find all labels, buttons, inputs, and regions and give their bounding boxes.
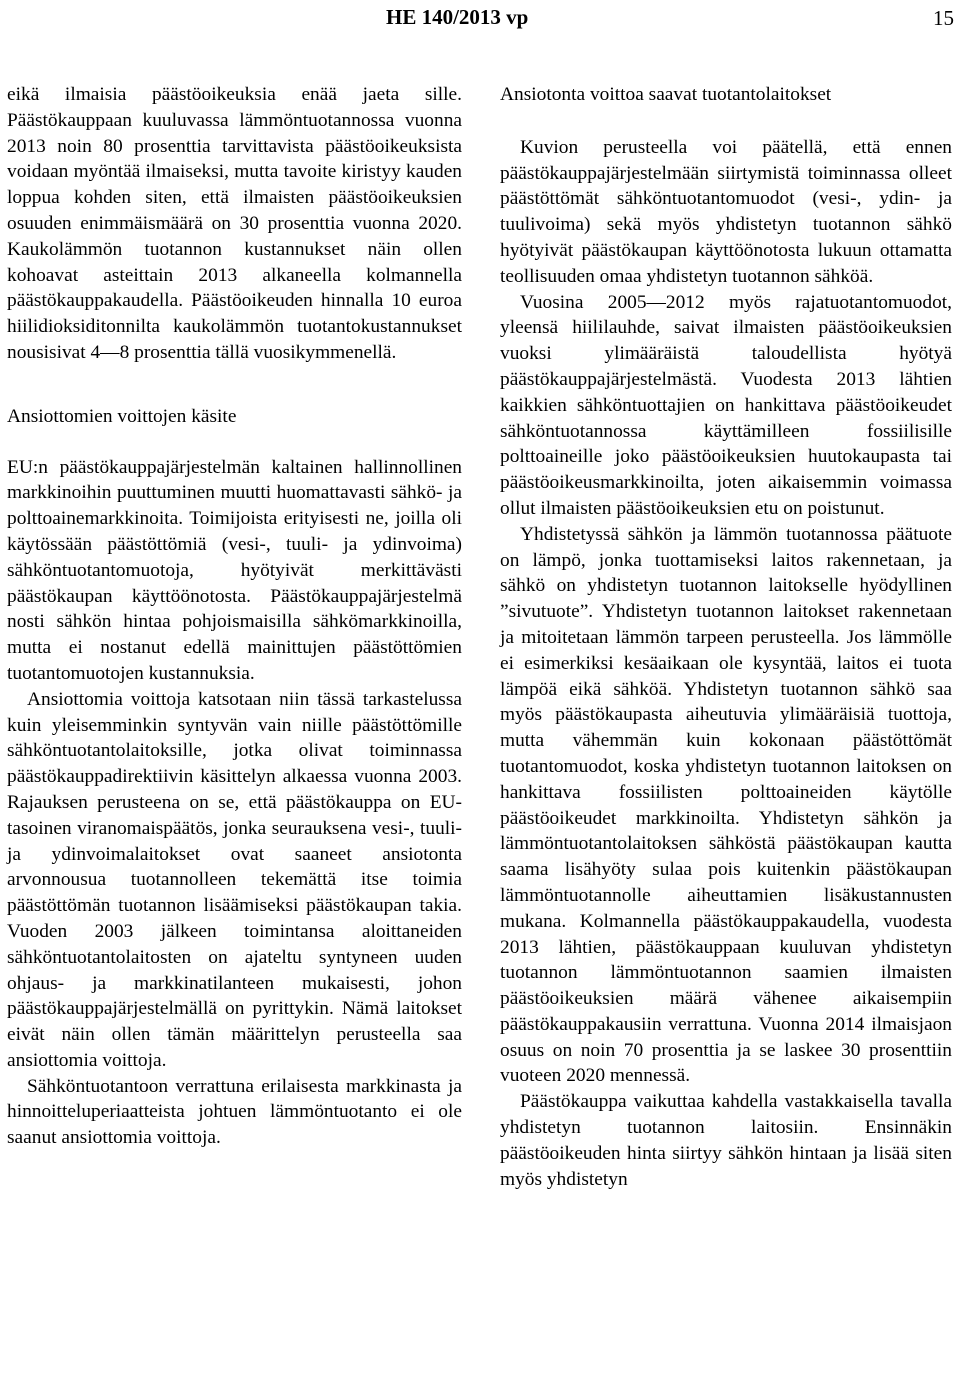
paragraph-windfall-definition: Ansiottomia voittoja katsotaan niin tässä tarkastelussa kuin yleisemminkin syntyvän vain niille päästöttömille sähköntuotantolaitoksille, jotka olivat toiminnassa päästökauppadirektiivin käsittelyn alkaessa vuonna 2003. Rajauksen perusteena on se, että päästökauppa on EU-tasoinen viranomaispäätös, jonka seurauksena vesi-, tuuli- ja ydinvoimalaitokset ovat saaneet ansiotonta arvonnousua tuotannolleen tekemättä itse toimia päästöttömän tuotannon lisäämiseksi päästökaupan takia. Vuoden 2003 jälkeen toimintansa aloittaneiden sähköntuotantolaitosten on ajateltu syntyneen uuden ohjaus- ja markkinatilanteen mukaisesti, johon päästökauppajärjestelmällä on pyrittykin. Nämä laitokset eivät näin ollen tämän määrittelyn perusteella saa ansiottomia voittoja.	[7, 688, 462, 1071]
right-column	[500, 82, 952, 1192]
left-column	[7, 82, 462, 1151]
paragraph-marginal-production: Vuosina 2005—2012 myös rajatuotantomuodot, yleensä hiililauhde, saivat ilmaisten päästöoikeuksien vuoksi ylimääräistä taloudellista hyötyä päästökauppajärjestelmästä. Vuodesta 2013 lähtien kaikkien sähköntuottajien on hankittava päästöoikeudet sähköntuotannossa käyttämilleen fossiilisille polttoaineille joko päästöoikeuksien huutokaupasta tai päästöoikeusmarkkinoilta, joten aikaisemmin voimassa ollut ilmaisten päästöoikeuksien etu on poistunut.	[500, 291, 952, 519]
document-identifier: HE 140/2013 vp	[386, 5, 529, 29]
paragraph-figure-conclusion: Kuvion perusteella voi päätellä, että ennen päästökauppajärjestelmään siirtymistä toiminnassa olleet päästöttömät sähköntuotantomuodot (vesi-, ydin- ja tuulivoima) sekä myös yhdistetyn tuotannon sähkö hyötyivät päästökaupan käyttöönotosta lukuun ottamatta teollisuuden omaa yhdistetyn tuotannon sähköä.	[500, 136, 952, 287]
section-heading-windfall-profits: Ansiottomien voittojen käsite	[7, 405, 237, 427]
page-header	[0, 0, 960, 44]
paragraph-heat-production: Sähköntuotantoon verrattuna erilaisesta markkinasta ja hinnoitteluperiaatteista johtuen lämmöntuotanto ei ole saanut ansiottomia voittoja.	[7, 1075, 462, 1149]
paragraph-combined-production: Yhdistetyssä sähkön ja lämmön tuotannossa päätuote on lämpö, jonka tuottamiseksi laitos rakennetaan, ja sähkö on yhdistetyn tuotannon laitokselle hyödyllinen ”sivutuote”. Yhdistetyn tuotannon laitokset rakennetaan ja mitoitetaan lämmön tarpeen perusteella. Jos lämmölle ei esimerkiksi kesäaikaan ole kysyntää, laitos ei tuota lämpöä eikä sähköä. Yhdistetyn tuotannon sähkö saa myös päästökaupasta aiheutuvia ylimääräisiä tuottoja, mutta vähemmän kuin kokonaan päästöttömät tuotantomuodot, koska yhdistetyn tuotannon laitoksen on hankittava fossiilisten polttoaineiden käytölle päästöoikeudet markkinoilta. Yhdistetyn sähkön ja lämmöntuotantolaitoksen sähköstä päästökaupan kautta saama lisähyöty sulaa pois kuitenkin päästökaupan lämmöntuotannolle aiheuttamien lisäkustannusten mukana. Kolmannella päästökauppakaudella, vuodesta 2013 lähtien, päästökauppaan kuuluvan yhdistetyn tuotannon lämmöntuotannon saamien ilmaisten päästöoikeuksien määrä vähenee aikaisempiin päästökauppakausiin verrattuna. Vuonna 2014 ilmaisjaon osuus on noin 70 prosenttia ja se laskee 30 prosenttiin vuoteen 2020 mennessä.	[500, 523, 952, 1087]
paragraph-opposing-effects: Päästökauppa vaikuttaa kahdella vastakkaisella tavalla yhdistetyn tuotannon laitosiin. Ensinnäkin päästöoikeuden hinta siirtyy sähkön hintaan ja lisää siten myös yhdistetyn	[500, 1091, 952, 1190]
page-number: 15	[933, 6, 954, 30]
paragraph-emission-allowances: eikä ilmaisia päästöoikeuksia enää jaeta sille. Päästökauppaan kuuluvassa lämmöntuotannossa vuonna 2013 noin 80 prosenttia tarvittavista päästöoikeuksista voidaan myöntää ilmaiseksi, mutta tavoite kiristyy kauden loppua kohden siten, että ilmaisten päästöoikeuksien osuuden enimmäismäärä on 30 prosenttia vuonna 2020. Kaukolämmön tuotannon kustannukset näin ollen kohoavat asteittain 2013 alkaneella kolmannella päästökauppakaudella. Päästöoikeuden hinnalla 10 euroa hiilidioksiditonnilta kaukolämmön tuotantokustannukset nousisivat 4—8 prosenttia tällä vuosikymmenellä.	[7, 84, 462, 363]
paragraph-eu-emissions-trading: EU:n päästökauppajärjestelmän kaltainen hallinnollinen markkinoihin puuttuminen muutti huomattavasti sähkö- ja polttoainemarkkinoita. Toimijoista erityisesti ne, joilla oli käytössään päästöttömiä (vesi-, tuuli- ja ydinvoima) sähköntuotantomuotoja, hyötyivät merkittävästi päästökaupan käyttöönotosta. Päästökauppajärjestelmä nosti sähkön hintaa pohjoismaisilla sähkömarkkinoilla, mutta ei nostanut edellä mainittujen päästöttömien tuotantomuotojen kustannuksia.	[7, 456, 462, 684]
section-heading-windfall-plants: Ansiotonta voittoa saavat tuotantolaitokset	[500, 84, 832, 105]
